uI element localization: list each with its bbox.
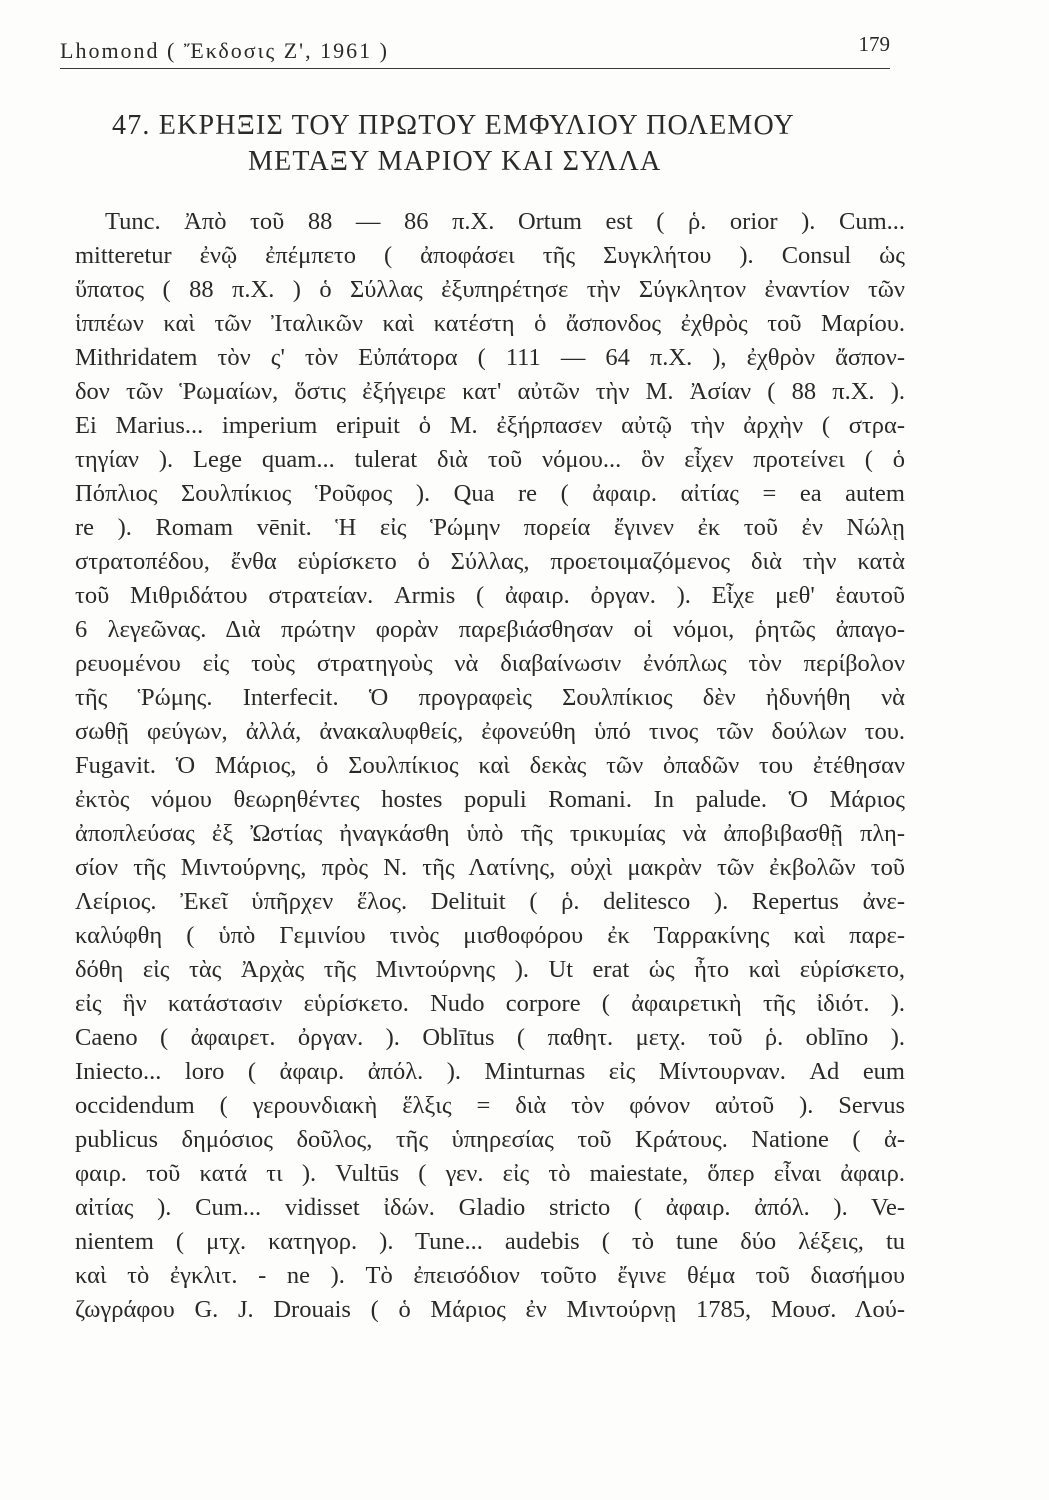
text-line: αἰτίας ). Cum... vidisset ἰδών. Gladio stricto ( ἀφαιρ. ἀπόλ. ). Ve- xyxy=(75,1194,905,1221)
text-line: ζωγράφου G. J. Drouais ( ὁ Μάριος ἐν Μιντούρνῃ 1785, Μουσ. Λού- xyxy=(75,1296,905,1323)
text-line: στρατοπέδου, ἔνθα εὑρίσκετο ὁ Σύλλας, προετοιμαζόμενος διὰ τὴν κατὰ xyxy=(75,548,905,575)
text-line: Λείριος. Ἐκεῖ ὑπῆρχεν ἕλος. Delituit ( ῥ. delitesco ). Repertus ἀνε- xyxy=(75,888,905,915)
text-line: nientem ( μτχ. κατηγορ. ). Tune... audebis ( τὸ tune δύο λέξεις, tu xyxy=(75,1228,905,1255)
text-line: τῆς Ῥώμης. Interfecit. Ὁ προγραφεὶς Σουλπίκιος δὲν ἠδυνήθη νὰ xyxy=(75,684,905,711)
chapter-title-line-2: ΜΕΤΑΞΥ ΜΑΡΙΟΥ ΚΑΙ ΣΥΛΛΑ xyxy=(248,146,662,177)
text-line: σίον τῆς Μιντούρνης, πρὸς Ν. τῆς Λατίνης, οὐχὶ μακρὰν τῶν ἐκβολῶν τοῦ xyxy=(75,854,905,881)
text-line: Fugavit. Ὁ Μάριος, ὁ Σουλπίκιος καὶ δεκὰς τῶν ὀπαδῶν του ἐτέθησαν xyxy=(75,752,905,779)
text-line: 6 λεγεῶνας. Διὰ πρώτην φορὰν παρεβιάσθησαν οἱ νόμοι, ῥητῶς ἀπαγο- xyxy=(75,616,905,643)
text-line: mitteretur ἐνῷ ἐπέμπετο ( ἀποφάσει τῆς Συγκλήτου ). Consul ὡς xyxy=(75,242,905,269)
text-line: τηγίαν ). Lege quam... tulerat διὰ τοῦ νόμου... ὃν εἶχεν προτείνει ( ὁ xyxy=(75,446,905,473)
text-line: ἐκτὸς νόμου θεωρηθέντες hostes populi Romani. In palude. Ὁ Μάριος xyxy=(75,786,905,813)
chapter-title xyxy=(100,108,860,180)
text-line: δον τῶν Ῥωμαίων, ὅστις ἐξήγειρε κατ' αὐτῶν τὴν Μ. Ἀσίαν ( 88 π.Χ. ). xyxy=(75,378,905,405)
text-line: ἱππέων καὶ τῶν Ἰταλικῶν καὶ κατέστη ὁ ἄσπονδος ἐχθρὸς τοῦ Μαρίου. xyxy=(75,310,905,337)
page-number: 179 xyxy=(858,32,890,56)
running-head xyxy=(60,32,890,72)
chapter-title-line-1: 47. ΕΚΡΗΞΙΣ ΤΟΥ ΠΡΩΤΟΥ ΕΜΦΥΛΙΟΥ ΠΟΛΕΜΟΥ xyxy=(112,110,795,141)
text-line: publicus δημόσιος δοῦλος, τῆς ὑπηρεσίας τοῦ Κράτους. Natione ( ἀ- xyxy=(75,1126,905,1153)
text-line: Mithridatem τὸν ς' τὸν Εὐπάτορα ( 111 — 64 π.Χ. ), ἐχθρὸν ἄσπον- xyxy=(75,344,905,371)
text-line: καὶ τὸ ἐγκλιτ. - ne ). Τὸ ἐπεισόδιον τοῦτο ἔγινε θέμα τοῦ διασήμου xyxy=(75,1262,905,1289)
body-text xyxy=(75,205,905,1327)
text-line: δόθη εἰς τὰς Ἀρχὰς τῆς Μιντούρνης ). Ut erat ὡς ἦτο καὶ εὑρίσκετο, xyxy=(75,956,905,983)
text-line: καλύφθη ( ὑπὸ Γεμινίου τινὸς μισθοφόρου ἐκ Ταρρακίνης καὶ παρε- xyxy=(75,922,905,949)
text-line: re ). Romam vēnit. Ἡ εἰς Ῥώμην πορεία ἔγινεν ἐκ τοῦ ἐν Νώλῃ xyxy=(75,514,905,541)
text-line: ρευομένου εἰς τοὺς στρατηγοὺς νὰ διαβαίνωσιν ἐνόπλως τὸν περίβολον xyxy=(75,650,905,677)
header-rule xyxy=(60,68,890,69)
text-line: Tunc. Ἀπὸ τοῦ 88 — 86 π.Χ. Ortum est ( ῥ. orior ). Cum... xyxy=(105,208,905,235)
text-line: τοῦ Μιθριδάτου στρατείαν. Armis ( ἀφαιρ. ὀργαν. ). Εἶχε μεθ' ἑαυτοῦ xyxy=(75,582,905,609)
text-line: ὕπατος ( 88 π.Χ. ) ὁ Σύλλας ἐξυπηρέτησε τὴν Σύγκλητον ἐναντίον τῶν xyxy=(75,276,905,303)
text-line: Iniecto... loro ( ἀφαιρ. ἀπόλ. ). Minturnas εἰς Μίντουρναν. Ad eum xyxy=(75,1058,905,1085)
text-line: Ei Marius... imperium eripuit ὁ Μ. ἐξήρπασεν αὐτῷ τὴν ἀρχὴν ( στρα- xyxy=(75,412,905,439)
text-line: σωθῇ φεύγων, ἀλλά, ἀνακαλυφθείς, ἐφονεύθη ὑπό τινος τῶν δούλων του. xyxy=(75,718,905,745)
text-line: occidendum ( γερουνδιακὴ ἕλξις = διὰ τὸν φόνον αὐτοῦ ). Servus xyxy=(75,1092,905,1119)
running-title: Lhomond ( Ἔκδοσις Ζ', 1961 ) xyxy=(60,38,389,63)
text-line: ἀποπλεύσας ἐξ Ὠστίας ἠναγκάσθη ὑπὸ τῆς τρικυμίας νὰ ἀποβιβασθῇ πλη- xyxy=(75,820,905,847)
text-line: εἰς ἣν κατάστασιν εὑρίσκετο. Nudo corpore ( ἀφαιρετικὴ τῆς ἰδιότ. ). xyxy=(75,990,905,1017)
text-line: Πόπλιος Σουλπίκιος Ῥοῦφος ). Qua re ( ἀφαιρ. αἰτίας = ea autem xyxy=(75,480,905,507)
text-line: Caeno ( ἀφαιρετ. ὀργαν. ). Oblītus ( παθητ. μετχ. τοῦ ῥ. oblīno ). xyxy=(75,1024,905,1051)
text-line: φαιρ. τοῦ κατά τι ). Vultūs ( γεν. εἰς τὸ maiestate, ὅπερ εἶναι ἀφαιρ. xyxy=(75,1160,905,1187)
